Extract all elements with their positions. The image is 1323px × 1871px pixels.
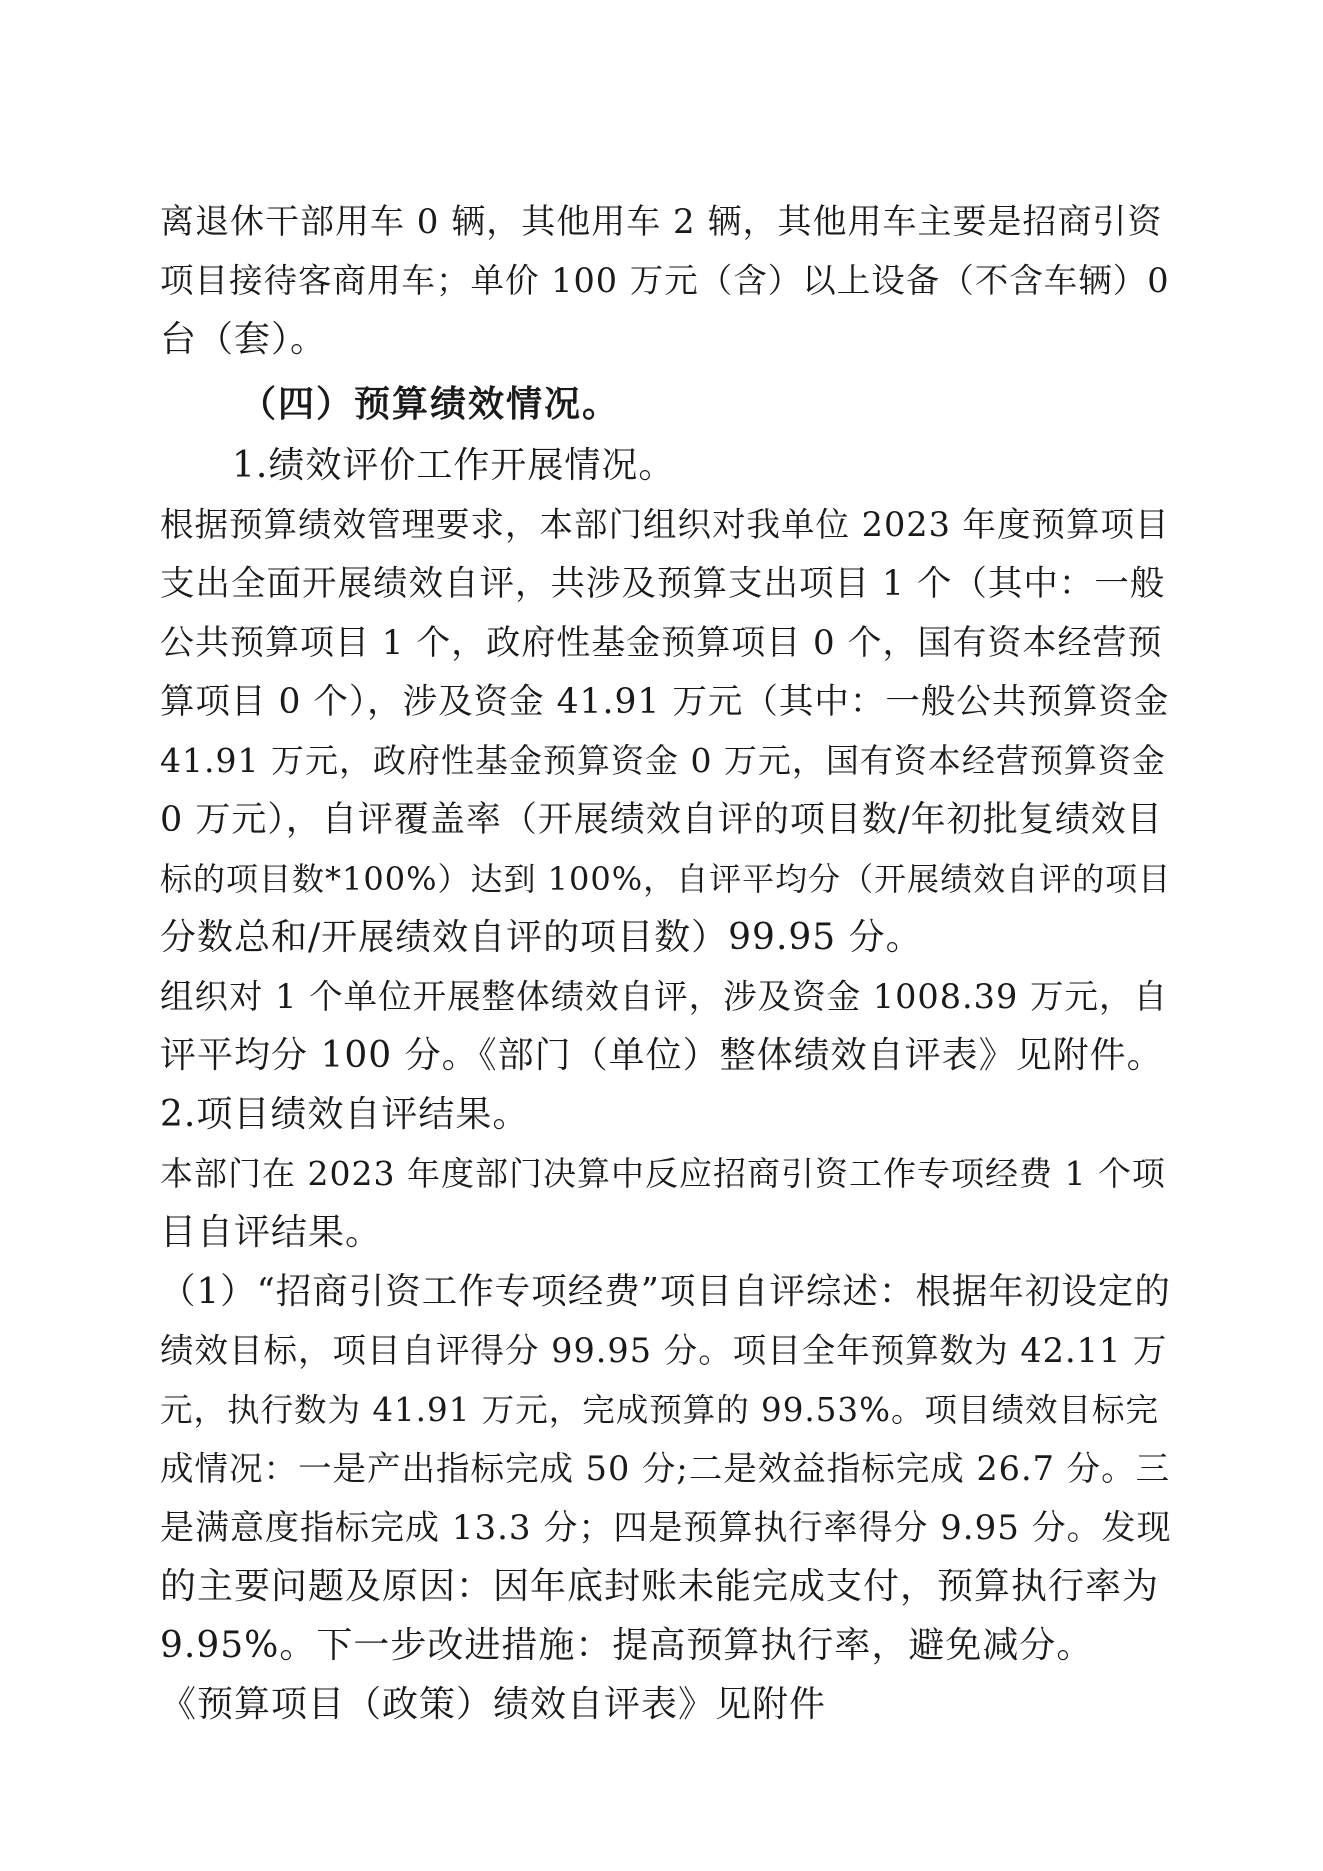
paragraph-line: 项目接待客商用车；单价 100 万元（含）以上设备（不含车辆）0 [160,261,1170,300]
paragraph-line: 支出全面开展绩效自评，共涉及预算支出项目 1 个（其中：一般 [160,564,1166,604]
paragraph-line: 根据预算绩效管理要求，本部门组织对我单位 2023 年度预算项目 [160,505,1170,544]
paragraph-line: 算项目 0 个），涉及资金 41.91 万元（其中：一般公共预算资金 [160,682,1170,722]
paragraph-line: 是满意度指标完成 13.3 分；四是预算执行率得分 9.95 分。发现 [160,1508,1172,1548]
paragraph-line: 组织对 1 个单位开展整体绩效自评，涉及资金 1008.39 万元，自 [160,977,1168,1016]
paragraph-line: 目自评结果。 [160,1212,383,1253]
paragraph-line: 标的项目数*100%）达到 100%，自评平均分（开展绩效自评的项目 [160,860,1172,898]
paragraph-line: 绩效目标，项目自评得分 99.95 分。项目全年预算数为 42.11 万 [160,1331,1168,1370]
subsection-heading: 1.绩效评价工作开展情况。 [232,445,676,486]
paragraph-line: 成情况：一是产出指标完成 50 分;二是效益指标完成 26.7 分。三 [160,1449,1171,1488]
paragraph-line: 9.95%。下一步改进措施：提高预算执行率，避免减分。 [160,1625,1094,1666]
paragraph-line: 本部门在 2023 年度部门决算中反应招商引资工作专项经费 1 个项 [160,1154,1166,1193]
paragraph-line: 离退休干部用车 0 辆，其他用车 2 辆，其他用车主要是招商引资 [160,202,1163,242]
paragraph-line: 元，执行数为 41.91 万元，完成预算的 99.53%。项目绩效目标完 [160,1391,1159,1429]
paragraph-line: 《预算项目（政策）绩效自评表》见附件 [160,1684,827,1725]
paragraph-line: 的主要问题及原因：因年底封账未能完成支付，预算执行率为 [160,1566,1160,1607]
paragraph-line: 公共预算项目 1 个，政府性基金预算项目 0 个，国有资本经营预 [160,623,1163,663]
paragraph-line: 0 万元），自评覆盖率（开展绩效自评的项目数/年初批复绩效目 [160,800,1163,840]
subsection-heading: 2.项目绩效自评结果。 [160,1094,530,1135]
section-heading: （四）预算绩效情况。 [240,383,621,425]
paragraph-line: 分数总和/开展绩效自评的项目数）99.95 分。 [160,917,923,958]
paragraph-line: 41.91 万元，政府性基金预算资金 0 万元，国有资本经营预算资金 [160,741,1166,780]
paragraph-line: 评平均分 100 分。《部门（单位）整体绩效自评表》见附件。 [160,1035,1164,1076]
paragraph-line: （1）“招商引资工作专项经费”项目自评综述：根据年初设定的 [160,1271,1171,1312]
paragraph-line: 台（套）。 [160,319,328,360]
